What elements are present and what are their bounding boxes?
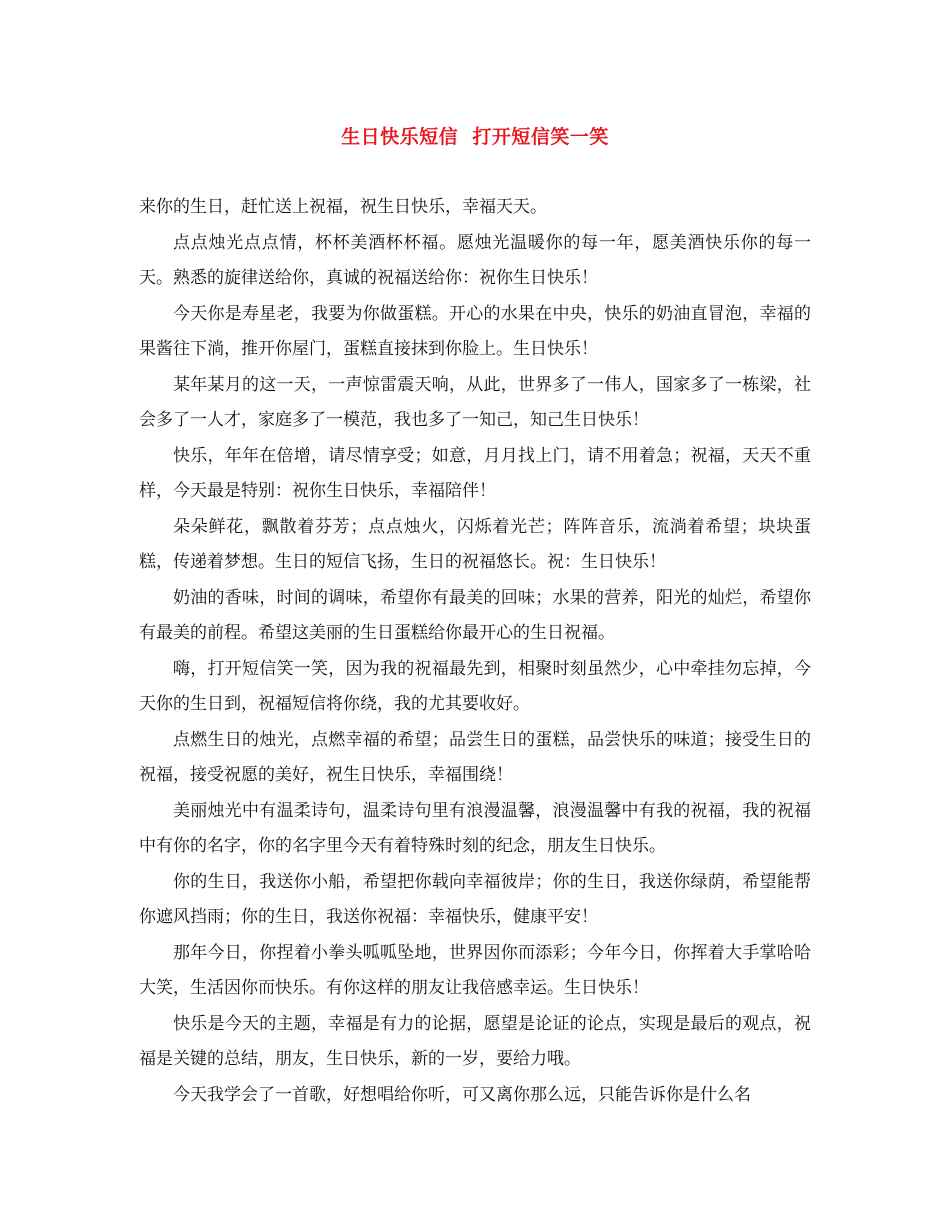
paragraph: 某年某月的这一天，一声惊雷震天响，从此，世界多了一伟人，国家多了一栋梁，社会多了一人才，家庭多了一模范，我也多了一知己，知己生日快乐！ xyxy=(139,374,811,430)
paragraph: 今天我学会了一首歌，好想唱给你听，可又离你那么远，只能告诉你是什么名 xyxy=(173,1084,751,1105)
paragraph: 点点烛光点点情，杯杯美酒杯杯福。愿烛光温暖你的每一年，愿美酒快乐你的每一天。熟悉的旋律送给你，真诚的祝福送给你：祝你生日快乐！ xyxy=(139,232,811,288)
document-body xyxy=(139,190,811,1113)
paragraph: 那年今日，你捏着小拳头呱呱坠地，世界因你而添彩；今年今日，你挥着大手掌哈哈大笑，生活因你而快乐。有你这样的朋友让我倍感幸运。生日快乐！ xyxy=(139,942,811,998)
paragraph: 来你的生日，赶忙送上祝福，祝生日快乐，幸福天天。 xyxy=(139,197,547,217)
document-title: 生日快乐短信 打开短信笑一笑 xyxy=(341,126,609,148)
paragraph: 今天你是寿星老，我要为你做蛋糕。开心的水果在中央，快乐的奶油直冒泡，幸福的果酱往下淌，推开你屋门，蛋糕直接抹到你脸上。生日快乐！ xyxy=(139,303,811,359)
paragraph: 美丽烛光中有温柔诗句，温柔诗句里有浪漫温馨，浪漫温馨中有我的祝福，我的祝福中有你的名字，你的名字里今天有着特殊时刻的纪念，朋友生日快乐。 xyxy=(139,800,811,856)
paragraph: 快乐，年年在倍增，请尽情享受；如意，月月找上门，请不用着急；祝福，天天不重样，今天最是特别：祝你生日快乐，幸福陪伴！ xyxy=(139,445,811,501)
paragraph: 奶油的香味，时间的调味，希望你有最美的回味；水果的营养，阳光的灿烂，希望你有最美的前程。希望这美丽的生日蛋糕给你最开心的生日祝福。 xyxy=(139,587,811,643)
paragraph: 朵朵鲜花，飘散着芬芳；点点烛火，闪烁着光芒；阵阵音乐，流淌着希望；块块蛋糕，传递着梦想。生日的短信飞扬，生日的祝福悠长。祝：生日快乐！ xyxy=(139,516,811,572)
paragraph: 快乐是今天的主题，幸福是有力的论据，愿望是论证的论点，实现是最后的观点，祝福是关键的总结，朋友，生日快乐，新的一岁，要给力哦。 xyxy=(139,1013,811,1069)
paragraph: 你的生日，我送你小船，希望把你载向幸福彼岸；你的生日，我送你绿荫，希望能帮你遮风挡雨；你的生日，我送你祝福：幸福快乐，健康平安！ xyxy=(139,871,811,927)
paragraph: 点燃生日的烛光，点燃幸福的希望；品尝生日的蛋糕，品尝快乐的味道；接受生日的祝福，接受祝愿的美好，祝生日快乐，幸福围绕！ xyxy=(139,729,811,785)
paragraph: 嗨，打开短信笑一笑，因为我的祝福最先到，相聚时刻虽然少，心中牵挂勿忘掉，今天你的生日到，祝福短信将你绕，我的尤其要收好。 xyxy=(139,658,811,714)
